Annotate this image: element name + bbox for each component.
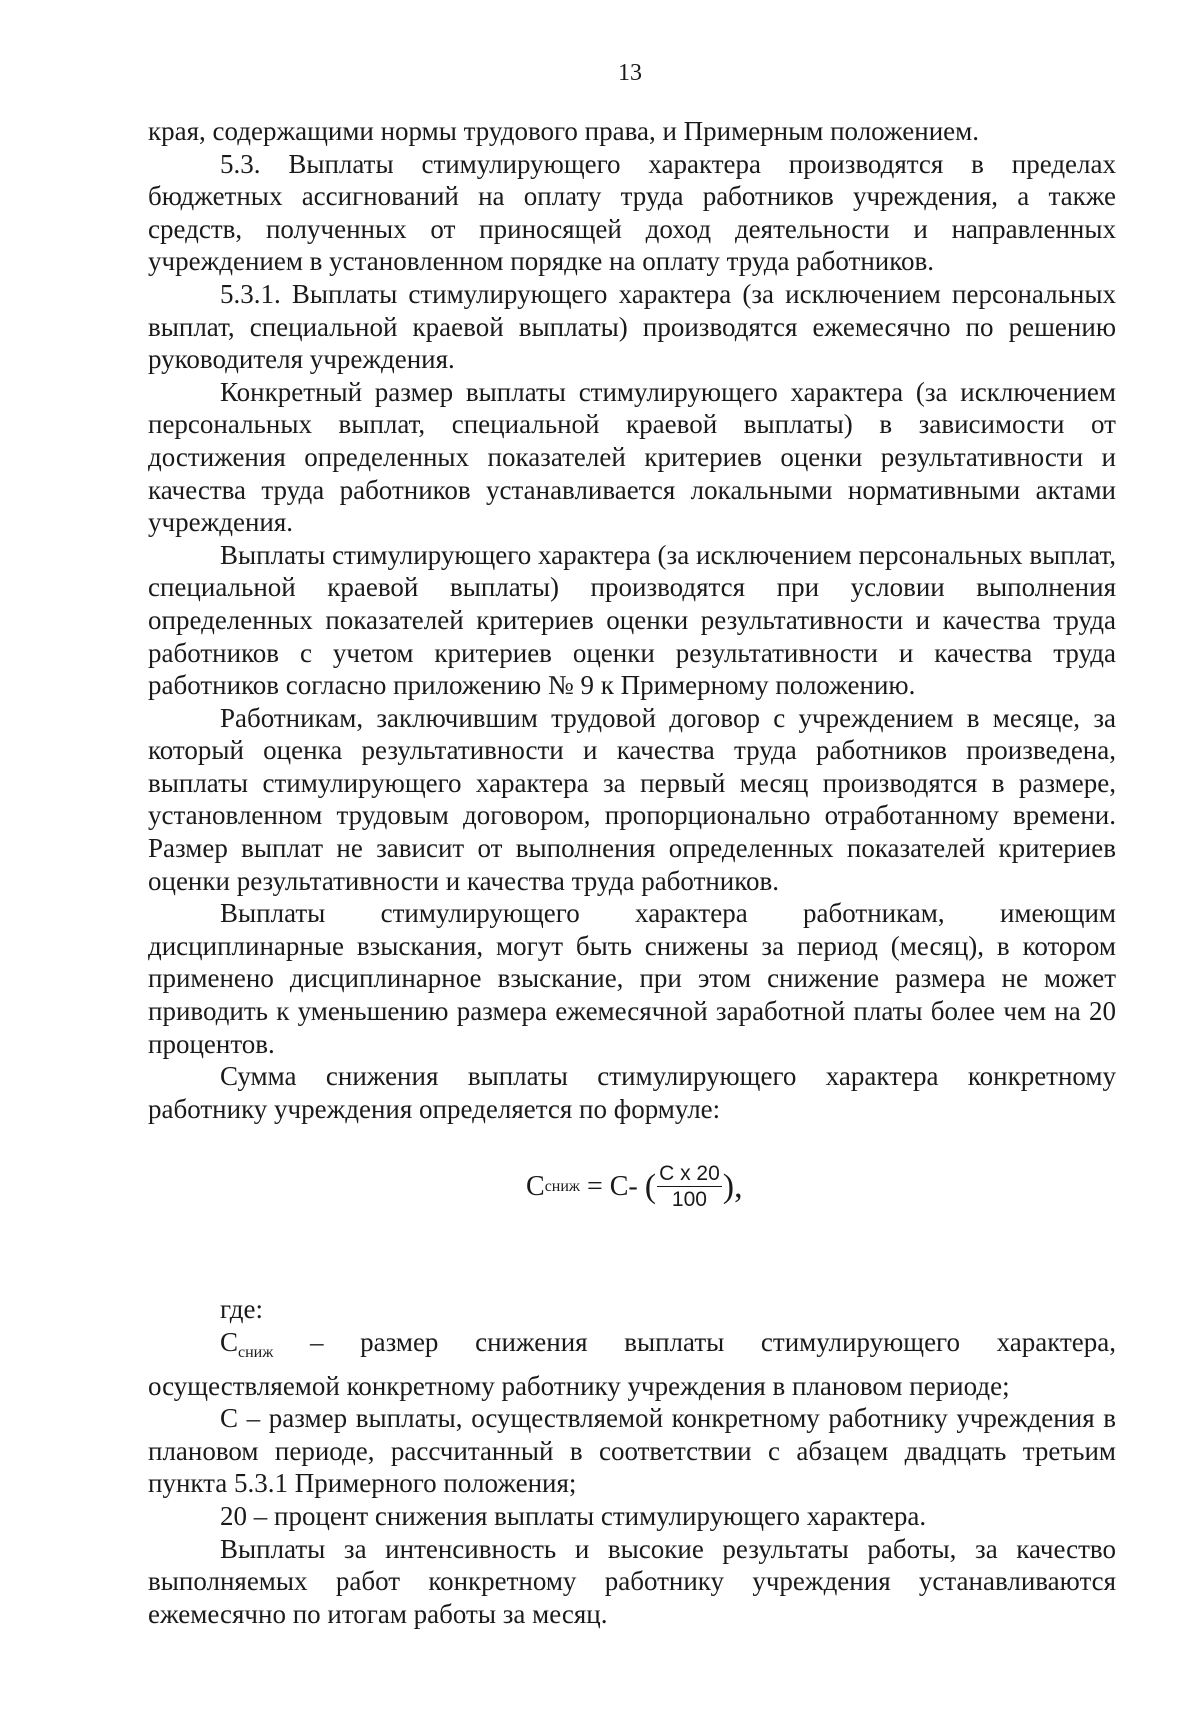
formula-numerator: С х 20 xyxy=(659,1162,720,1186)
definition-c: С – размер выплаты, осуществляемой конкретному работнику учреждения в плановом периоде, рассчитанный в соответствии с абзацем двадцать третьим пункта 5.3.1 Примерного положения; xyxy=(148,1403,1116,1499)
page-number: 13 xyxy=(618,60,642,86)
paragraph-specific-amount: Конкретный размер выплаты стимулирующего характера (за исключением персональных выплат, специальной краевой выплаты) в зависимости от достижения определенных показателей критериев оценки результативности и качества труда работников устанавливается локальными нормативными актами учреждения. xyxy=(148,376,1116,538)
paragraph-5-3-1: 5.3.1. Выплаты стимулирующего характера (за исключением персональных выплат, специальной краевой выплаты) производятся ежемесячно по решению руководителя учреждения. xyxy=(148,278,1116,375)
formula-open-paren: ( xyxy=(644,1168,657,1206)
paragraph-continuation: края, содержащими нормы трудового права, и Примерным положением. xyxy=(148,116,980,146)
paragraph-payment-conditions: Выплаты стимулирующего характера (за исключением персональных выплат, специальной краевой выплаты) производятся при условии выполнения определенных показателей критериев оценки результативности и качества труда работников с учетом критериев оценки результативности и качества труда работников согласно приложению № 9 к Примерному положению. xyxy=(148,539,1116,701)
definition-20: 20 – процент снижения выплаты стимулирующего характера. xyxy=(220,1500,927,1531)
paragraph-intensity-payments: Выплаты за интенсивность и высокие результаты работы, за качество выполняемых работ конкретному работнику учреждения устанавливаются ежемесячно по итогам работы за месяц. xyxy=(148,1533,1116,1629)
formula-fraction xyxy=(657,1163,722,1211)
where-label: где: xyxy=(220,1294,263,1325)
definition-c-reduction-text: – размер снижения выплаты стимулирующего характера, осуществляемой конкретному работнику учреждения в плановом периоде; xyxy=(148,1327,1116,1401)
formula-equals: = С- xyxy=(579,1171,645,1203)
paragraph-formula-intro: Сумма снижения выплаты стимулирующего характера конкретному работнику учреждения определяется по формуле: xyxy=(148,1061,1116,1124)
reduction-formula xyxy=(148,1125,1116,1293)
paragraph-5-3: 5.3. Выплаты стимулирующего характера производятся в пределах бюджетных ассигнований на оплату труда работников учреждения, а также средств, полученных от приносящей доход деятельности и направленных учреждением в установленном порядке на оплату труда работников. xyxy=(148,148,1116,277)
formula-close-paren: ), xyxy=(722,1168,743,1206)
paragraph-disciplinary: Выплаты стимулирующего характера работникам, имеющим дисциплинарные взыскания, могут быть снижены за период (месяц), в котором применено дисциплинарное взыскание, при этом снижение размера не может приводить к уменьшению размера ежемесячной заработной платы более чем на 20 процентов. xyxy=(148,898,1116,1059)
document-body xyxy=(148,115,1116,1630)
formula-denominator: 100 xyxy=(671,1188,707,1212)
definition-c-reduction-subscript: сниж xyxy=(238,1344,274,1361)
definition-c-reduction-symbol: С xyxy=(220,1327,239,1357)
definition-c-reduction xyxy=(148,1326,1116,1402)
formula-lhs-subscript: сниж xyxy=(544,1178,580,1196)
paragraph-new-employees: Работникам, заключившим трудовой договор с учреждением в месяце, за который оценка результативности и качества труда работников произведена, выплаты стимулирующего характера за первый месяц производятся в размере, установленном трудовым договором, пропорционально отработанному времени. Размер выплат не зависит от выполнения определенных показателей критериев оценки результативности и качества труда работников. xyxy=(148,702,1116,896)
formula-lhs-symbol: С xyxy=(526,1171,545,1203)
